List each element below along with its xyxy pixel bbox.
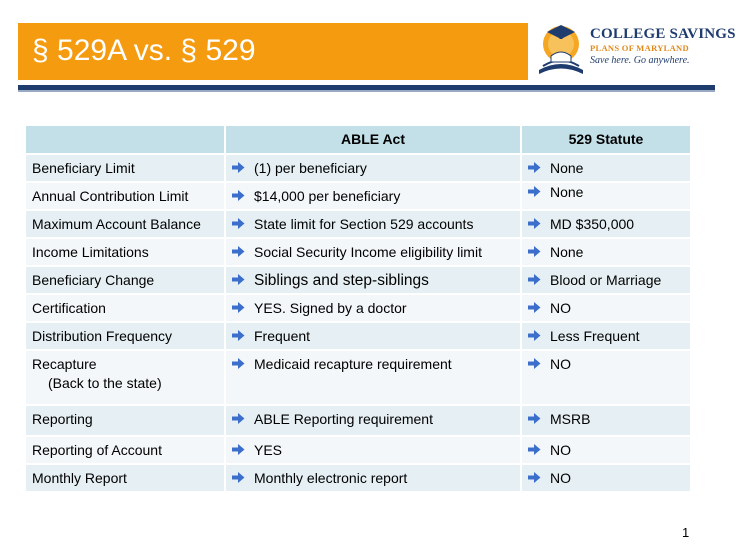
arrow-right-icon — [528, 329, 541, 342]
statute-cell — [521, 294, 691, 322]
table-row — [25, 322, 691, 350]
able-cell — [225, 436, 521, 464]
table-row — [25, 405, 691, 436]
statute-value: None — [550, 160, 584, 176]
header-divider-accent — [18, 90, 715, 92]
arrow-right-icon — [528, 185, 541, 198]
statute-value: MSRB — [550, 411, 591, 427]
statute-cell — [521, 238, 691, 266]
row-label: Maximum Account Balance — [25, 210, 225, 238]
able-value: Siblings and step-siblings — [254, 272, 429, 289]
row-label-sub: (Back to the state) — [48, 375, 162, 391]
arrow-right-icon — [528, 471, 541, 484]
arrow-right-icon — [232, 301, 245, 314]
row-label: Reporting — [25, 405, 225, 436]
statute-cell — [521, 405, 691, 436]
arrow-right-icon — [232, 443, 245, 456]
row-label: Annual Contribution Limit — [25, 182, 225, 210]
able-cell — [225, 350, 521, 405]
table-row — [25, 182, 691, 210]
arrow-right-icon — [232, 357, 245, 370]
college-savings-logo — [533, 18, 736, 78]
arrow-right-icon — [232, 412, 245, 425]
able-value: $14,000 per beneficiary — [254, 188, 401, 204]
row-label: Recapture — [32, 356, 97, 372]
table-row — [25, 294, 691, 322]
statute-cell — [521, 350, 691, 405]
table-row — [25, 350, 691, 405]
statute-value: Less Frequent — [550, 328, 640, 344]
able-cell — [225, 294, 521, 322]
able-value: (1) per beneficiary — [254, 160, 367, 176]
row-label: Reporting of Account — [25, 436, 225, 464]
title-bar — [18, 23, 528, 80]
arrow-right-icon — [528, 443, 541, 456]
able-cell — [225, 464, 521, 492]
statute-cell — [521, 182, 691, 210]
able-value: ABLE Reporting requirement — [254, 411, 433, 427]
table-row — [25, 238, 691, 266]
logo-subtitle: PLANS OF MARYLAND — [590, 43, 689, 53]
statute-cell — [521, 322, 691, 350]
statute-value: None — [550, 244, 584, 260]
able-cell — [225, 154, 521, 182]
arrow-right-icon — [232, 217, 245, 230]
able-value: YES — [254, 442, 283, 458]
row-label: Beneficiary Change — [25, 266, 225, 294]
arrow-right-icon — [232, 471, 245, 484]
able-value: Medicaid recapture requirement — [254, 356, 452, 372]
table-header-row — [25, 125, 691, 154]
arrow-right-icon — [528, 217, 541, 230]
able-cell — [225, 405, 521, 436]
able-cell — [225, 182, 521, 210]
statute-cell — [521, 464, 691, 492]
header-cell-able-act: ABLE Act — [225, 125, 521, 154]
logo-title: COLLEGE SAVINGS — [590, 26, 736, 42]
header-cell-529-statute: 529 Statute — [521, 125, 691, 154]
logo-tagline: Save here. Go anywhere. — [590, 55, 690, 66]
statute-cell — [521, 210, 691, 238]
table-row — [25, 210, 691, 238]
arrow-right-icon — [528, 161, 541, 174]
arrow-right-icon — [232, 245, 245, 258]
statute-value: NO — [550, 442, 571, 458]
header-cell-blank — [25, 125, 225, 154]
slide-title: § 529A vs. § 529 — [32, 34, 256, 67]
arrow-right-icon — [528, 245, 541, 258]
graduate-emblem-icon — [533, 18, 589, 78]
statute-cell — [521, 436, 691, 464]
statute-value: Blood or Marriage — [550, 272, 662, 288]
table-row — [25, 154, 691, 182]
table-row — [25, 266, 691, 294]
able-value: Frequent — [254, 328, 311, 344]
able-value: Monthly electronic report — [254, 470, 408, 486]
able-cell — [225, 322, 521, 350]
arrow-right-icon — [232, 189, 245, 202]
arrow-right-icon — [528, 357, 541, 370]
arrow-right-icon — [528, 412, 541, 425]
able-cell — [225, 210, 521, 238]
row-label: Monthly Report — [25, 464, 225, 492]
arrow-right-icon — [232, 329, 245, 342]
table-row — [25, 464, 691, 492]
comparison-table — [24, 124, 692, 493]
able-value: YES. Signed by a doctor — [254, 300, 407, 316]
arrow-right-icon — [232, 161, 245, 174]
row-label: Income Limitations — [25, 238, 225, 266]
statute-value: MD $350,000 — [550, 216, 635, 232]
statute-value: NO — [550, 470, 571, 486]
statute-value: None — [550, 184, 584, 200]
able-cell — [225, 238, 521, 266]
table-row — [25, 436, 691, 464]
able-value: State limit for Section 529 accounts — [254, 216, 474, 232]
statute-cell — [521, 266, 691, 294]
row-label: Beneficiary Limit — [25, 154, 225, 182]
statute-value: NO — [550, 356, 571, 372]
arrow-right-icon — [232, 273, 245, 286]
able-value: Social Security Income eligibility limit — [254, 244, 482, 260]
arrow-right-icon — [528, 273, 541, 286]
row-label: Distribution Frequency — [25, 322, 225, 350]
page-number: 1 — [682, 525, 690, 540]
able-cell — [225, 266, 521, 294]
row-label-cell — [25, 350, 225, 405]
row-label: Certification — [25, 294, 225, 322]
statute-cell — [521, 154, 691, 182]
statute-value: NO — [550, 300, 571, 316]
arrow-right-icon — [528, 301, 541, 314]
